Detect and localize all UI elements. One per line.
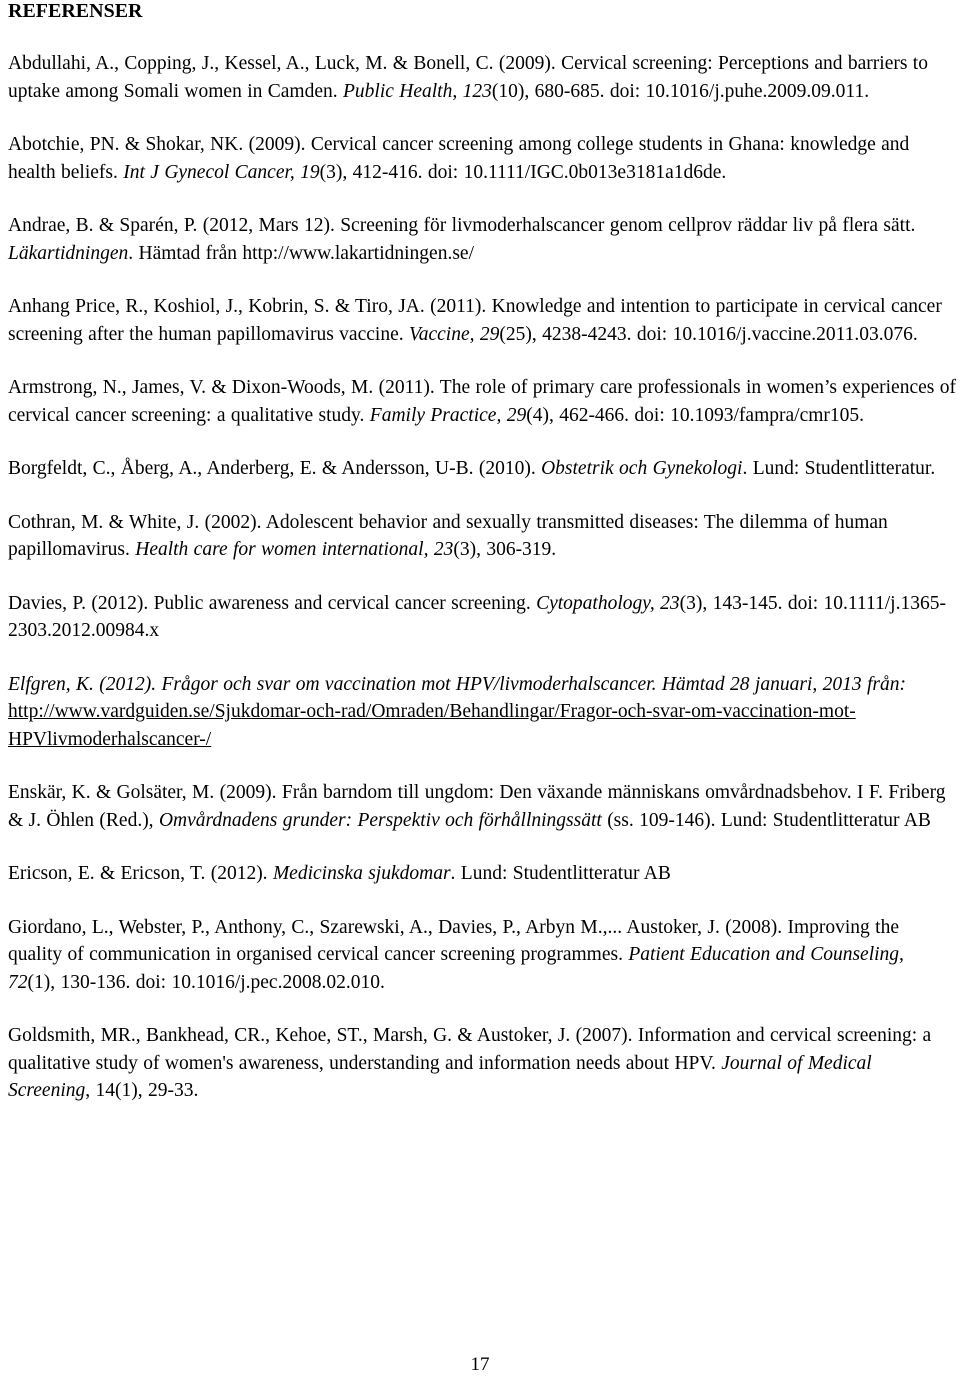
reference-italic-text: Elfgren, K. (2012). Frågor och svar om vaccination mot HPV/livmoderhalscancer. Hämtad 28 januari, 2013 från: <box>8 673 906 695</box>
reference-italic-text: Obstetrik och Gynekologi <box>541 458 743 479</box>
reference-italic-text: Family Practice, 29 <box>369 404 527 426</box>
reference-text: Abotchie, PN. & Shokar, NK. (2009). Cervical cancer screening among college students in Ghana: knowledge and health beliefs. <box>8 134 910 183</box>
reference-text: (25), 4238-4243. doi: 10.1016/j.vaccine.2011.03.076. <box>499 323 918 345</box>
document-page <box>8 0 956 1131</box>
reference-italic-text: Journal of Medical Screening <box>8 1052 872 1101</box>
reference-italic-text: Health care for women international, 23 <box>135 539 454 560</box>
reference-entry <box>8 509 956 564</box>
reference-italic-text: Läkartidningen <box>8 242 129 264</box>
reference-italic-text: Vaccine, 29 <box>408 323 500 345</box>
reference-text: (10), 680-685. doi: 10.1016/j.puhe.2009.09.011. <box>491 80 870 102</box>
reference-text: Goldsmith, MR., Bankhead, CR., Kehoe, ST., Marsh, G. & Austoker, J. (2007). Information and cervical screening: a qualitative study of women's awareness, understanding and information needs about HPV. <box>8 1025 932 1074</box>
reference-text: (3), 143-145. doi: 10.1111/j.1365-2303.2012.00984.x <box>8 592 946 641</box>
reference-text: Davies, P. (2012). Public awareness and cervical cancer screening. <box>8 592 537 614</box>
reference-italic-text: Int J Gynecol Cancer, 19 <box>123 161 320 183</box>
reference-entry <box>8 131 956 186</box>
page-heading: REFERENSER <box>8 0 143 22</box>
reference-text: Enskär, K. & Golsäter, M. (2009). Från barndom till ungdom: Den växande människans omvårdnadsbehov. I F. Friberg & J. Öhlen (Red.), <box>8 782 946 831</box>
reference-entry <box>8 455 956 483</box>
reference-entry <box>8 212 956 267</box>
reference-entry <box>8 1022 956 1105</box>
reference-text: Armstrong, N., James, V. & Dixon-Woods, M. (2011). The role of primary care professionals in women’s experiences of cervical cancer screening: a qualitative study. <box>8 377 956 426</box>
reference-text: Cothran, M. & White, J. (2002). Adolescent behavior and sexually transmitted diseases: The dilemma of human papillomavirus. <box>8 511 888 560</box>
reference-entry <box>8 671 956 754</box>
reference-text: Borgfeldt, C., Åberg, A., Anderberg, E. & Andersson, U-B. (2010). <box>8 458 542 479</box>
reference-list <box>8 50 956 1105</box>
reference-italic-text: Cytopathology, 23 <box>536 592 680 614</box>
reference-entry <box>8 374 956 429</box>
reference-entry <box>8 860 956 888</box>
reference-text: Abdullahi, A., Copping, J., Kessel, A., Luck, M. & Bonell, C. (2009). Cervical screening: Perceptions and barriers to uptake among Somali women in Camden. <box>8 53 928 102</box>
page-number: 17 <box>470 1354 490 1375</box>
reference-italic-text: Public Health, 123 <box>343 80 492 102</box>
reference-text: (1), 130-136. doi: 10.1016/j.pec.2008.02.010. <box>27 971 385 993</box>
reference-text: . Lund: Studentlitteratur. <box>742 458 936 479</box>
reference-text: (4), 462-466. doi: 10.1093/fampra/cmr105. <box>526 404 865 426</box>
reference-text: Anhang Price, R., Koshiol, J., Kobrin, S. & Tiro, JA. (2011). Knowledge and intention to participate in cervical cancer screening after the human papillomavirus vaccine. <box>8 296 942 345</box>
reference-entry <box>8 293 956 348</box>
reference-text: Andrae, B. & Sparén, P. (2012, Mars 12). Screening för livmoderhalscancer genom cellprov räddar liv på flera sätt. <box>8 215 916 236</box>
reference-text: . Hämtad från http://www.lakartidningen.se/ <box>128 242 474 264</box>
reference-link[interactable]: http://www.vardguiden.se/Sjukdomar-och-rad/Omraden/Behandlingar/Fragor-och-svar-om-vaccination-mot-HPVlivmoderhalscancer-/ <box>8 701 856 750</box>
reference-text: Ericson, E. & Ericson, T. (2012). <box>8 863 273 884</box>
reference-text: . Lund: Studentlitteratur AB <box>450 863 671 884</box>
reference-italic-text: Patient Education and Counseling, 72 <box>8 944 904 993</box>
reference-text: , 14(1), 29-33. <box>85 1080 199 1101</box>
reference-text: (3), 306-319. <box>453 539 557 560</box>
reference-text: Giordano, L., Webster, P., Anthony, C., Szarewski, A., Davies, P., Arbyn M.,... Austoker, J. (2008). Improving the quality of communication in organised cervical cancer screening programmes. <box>8 916 899 965</box>
reference-entry <box>8 914 956 997</box>
reference-text: (ss. 109-146). Lund: Studentlitteratur AB <box>601 809 931 831</box>
reference-italic-text: Medicinska sjukdomar <box>272 863 451 884</box>
reference-entry <box>8 779 956 834</box>
reference-entry <box>8 590 956 645</box>
reference-italic-text: Omvårdnadens grunder: Perspektiv och förhållningssätt <box>158 809 602 831</box>
reference-entry <box>8 50 956 105</box>
reference-text: (3), 412-416. doi: 10.1111/IGC.0b013e3181a1d6de. <box>319 161 727 183</box>
